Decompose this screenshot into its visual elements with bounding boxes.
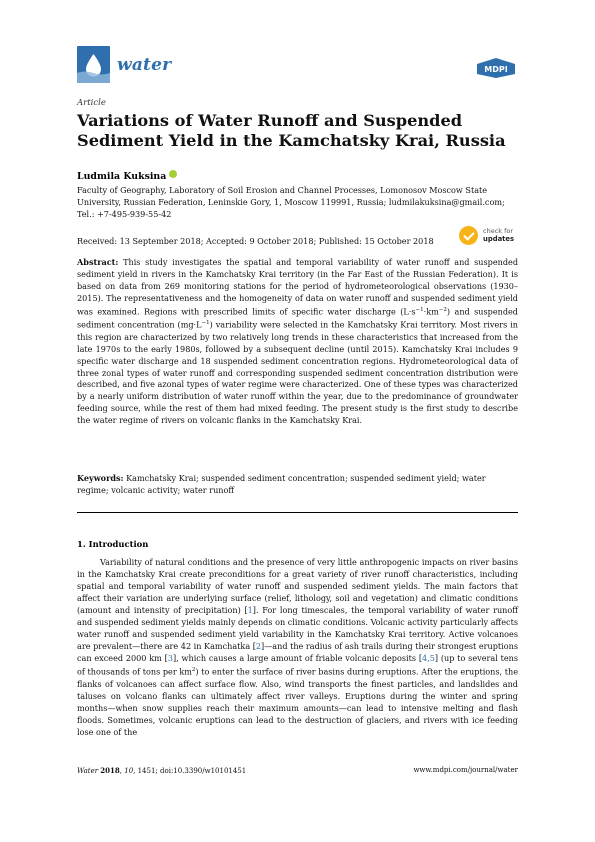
abstract-text-3: ) and suspended sediment concentration (mg·L [77, 306, 518, 330]
intro-text-6: ) to enter the surface of river basins during eruptions. After the eruptions, the flanks of volcanoes can affect surface flow. Also, wind transports the finest particles, and landslides and taluses on volcano flanks can ultimately affect river valleys. Eruptions during the winter and spring months—when snow supplies reach their maximum amounts—can lead to intensive melting and flash floods. Sometimes, volcanic eruptions can lead to the destruction of glaciers, and rivers with ice feeding lose one of the [77, 666, 518, 737]
affiliation: Faculty of Geography, Laboratory of Soil Erosion and Channel Processes, Lomonosov Moscow State University, Russian Federation, Leninskie Gory, 1, Moscow 119991, Russia; ludmilakuksina@gmail.com; Tel.: +7-495-939-55-42 [77, 185, 505, 219]
svg-text:MDPI: MDPI [484, 65, 508, 74]
citation-footer: Water 2018, 10, 1451; doi:10.3390/w10101451 [77, 766, 247, 775]
check-for-updates-badge[interactable] [459, 225, 529, 249]
water-drop-icon [77, 46, 110, 83]
citation-link[interactable]: 3 [167, 653, 173, 663]
author-line [77, 170, 177, 182]
footer-doi: , 1451; doi:10.3390/w10101451 [133, 767, 247, 775]
updates-line1: check for [483, 227, 514, 235]
abstract-label: Abstract: [77, 257, 119, 267]
footer-volume: 10 [124, 767, 134, 775]
introduction-paragraph [77, 556, 518, 738]
section-heading: 1. Introduction [77, 539, 149, 549]
intro-sup: 2 [191, 667, 196, 673]
intro-text-2: ]. For long timescales, the temporal variability of water runoff and suspended sediment yields mainly depends on climatic conditions. Volcanic activity particularly affects water runoff and suspended sediment yield variability in the Kamchatsky Krai territory. Active volcanoes are prevalent—there are 42 in Kamchatka [ [77, 605, 518, 651]
check-icon [459, 226, 478, 245]
footer-year: 2018 [100, 766, 120, 775]
intro-text-5: ] (up to several tens of thousands of tons per km [77, 653, 518, 677]
abstract-sup-a: −1 [415, 306, 424, 313]
citation-link[interactable]: 2 [255, 641, 262, 651]
intro-text-1: Variability of natural conditions and the presence of very little anthropogenic impacts on river basins in the Kamchatsky Krai create preconditions for a great variety of river runoff characteristics, including spatial and temporal variability of water runoff and suspended sediment yields. The main factors that affect their variation are underlying surface (relief, lithology, soil and vegetation) and climatic conditions (amount and intensity of precipitation) [ [77, 557, 518, 615]
article-type: Article [77, 98, 106, 108]
mdpi-logo [475, 57, 517, 79]
citation-link[interactable]: 1 [247, 605, 253, 615]
abstract-sup-b: −2 [438, 306, 447, 313]
keywords [77, 473, 518, 497]
author-name: Ludmila Kuksina [77, 171, 167, 182]
publication-dates: Received: 13 September 2018; Accepted: 9 October 2018; Published: 15 October 2018 [77, 236, 434, 246]
citation-link[interactable]: 4,5 [422, 653, 435, 663]
abstract [77, 257, 518, 427]
intro-text-4: ], which causes a large amount of friable volcanic deposits [ [173, 653, 422, 663]
keywords-label: Keywords: [77, 473, 124, 483]
journal-logo [77, 46, 110, 83]
journal-url[interactable]: www.mdpi.com/journal/water [413, 766, 518, 774]
keywords-text: Kamchatsky Krai; suspended sediment concentration; suspended sediment yield; water regime; volcanic activity; water runoff [77, 473, 486, 495]
abstract-sup-c: −1 [201, 320, 210, 327]
abstract-text-1: This study investigates the spatial and temporal variability of water runoff and suspended sediment yield in rivers in the Kamchatsky Krai territory (in the Far East of the Russian Federation). It is based on data from 269 monitoring stations for the period of hydrometeorological observations (1930–2015). The representativeness and the homogeneity of data on water runoff and suspended sediment yield was examined. Regions with prescribed limits of specific water discharge (L·s [77, 257, 518, 317]
introduction-body [77, 556, 518, 738]
intro-text-3: ]—and the radius of ash trails during their strongest eruptions can exceed 2000 km [ [77, 641, 518, 663]
abstract-text-2: ·km [423, 306, 439, 317]
abstract-text-4: ) variability were selected in the Kamchatsky Krai territory. Most rivers in this region are characterized by two relatively long trends in these characteristics that increased from the late 1970s to the early 1980s, followed by a subsequent decline (until 2015). Kamchatsky Krai includes 9 specific water discharge and 18 suspended sediment concentration regions. Hydrometeorological data of three zonal types of water runoff and corresponding suspended sediment concentration distribution were described, and five azonal types of water regime were characterized. One of these types was characterized by a nearly uniform distribution of water runoff within the year, due to the predominance of groundwater feeding source, while the rest of them had mixed feeding. The present study is the first study to describe the water regime of rivers on volcanic flanks in the Kamchatsky Krai. [77, 319, 519, 426]
orcid-icon[interactable] [169, 170, 177, 178]
journal-name: water [117, 55, 172, 75]
footer-journal: Water [77, 767, 99, 775]
updates-line2: updates [483, 235, 515, 243]
article-title: Variations of Water Runoff and Suspended Sediment Yield in the Kamchatsky Krai, Russia [77, 111, 506, 150]
divider [77, 512, 518, 513]
